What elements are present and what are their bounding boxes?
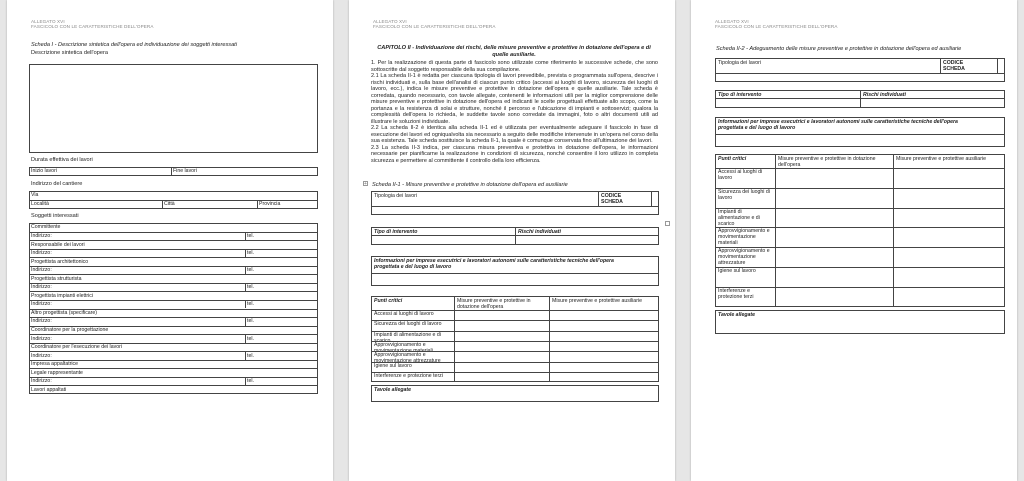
citta-label: Città [164,201,175,207]
capitolo-title-line-2: quelle ausiliarie. [492,51,536,58]
tavole-allegate-label: Tavole allegate [374,387,412,394]
punto-critico-row: Interferenze e protezione terzi [718,287,754,300]
fine-label: Fine lavori [173,168,197,174]
scheda-2-2-title: Scheda II-2 - Adeguamento delle misure preventive e protettive in dotazione dell'opera ed ausiliarie [716,46,962,52]
header-line-1: ALLEGATO XVI [31,19,65,24]
role-label: Responsabile dei lavori [31,241,85,248]
tel-label: tel. [247,378,254,385]
informazioni-line-2: progettata e del luogo di lavoro [374,264,452,270]
codice-scheda-label [601,193,623,205]
punto-critico-row: Approvvigionamento e movimentazione materiali [718,228,770,247]
punto-critico-row: Sicurezza dei luoghi di lavoro [718,188,770,201]
tel-label: tel. [247,250,254,257]
indirizzo-cantiere-label: Indirizzo del cantiere [31,181,83,187]
tel-label: tel. [247,301,254,308]
codice-line-1: CODICE [943,60,964,66]
indirizzo-label: Indirizzo: [31,301,52,308]
indirizzo-label: Indirizzo: [31,284,52,291]
indirizzo-label: Indirizzo: [31,352,52,359]
capitolo-text [371,60,658,164]
capitolo-title [371,45,657,58]
indirizzo-label: Indirizzo: [31,232,52,239]
codice-line-2: SCHEDA [943,66,965,72]
capitolo-title-line-1: CAPITOLO II - Individuazione dei rischi, delle misure preventive e protettive in dotazione dell'opera e di [377,45,651,51]
punto-critico-row: Impianti di alimentazione e di scarico [718,208,760,227]
tipologia-label: Tipologia dei lavori [718,60,762,66]
header-line-1: ALLEGATO XVI [715,19,749,24]
table-move-handle[interactable]: + [364,181,367,187]
role-label: Progettista strutturista [31,275,82,282]
informazioni-line-2: progettata e del luogo di lavoro [718,125,796,131]
scheda-1-title: Scheda I - Descrizione sintetica dell'opera ed individuazione dei soggetti interessati [31,42,237,48]
indirizzo-label: Indirizzo: [31,267,52,274]
scheda-2-1-title: Scheda II-1 - Misure preventive e protettive in dotazione dell'opera ed ausiliarie [372,182,568,188]
header-line-2: FASCICOLO CON LE CARATTERISTICHE DELL'OPERA [715,24,838,30]
tel-label: tel. [247,284,254,291]
punti-critici-header: Punti critici [374,297,403,304]
informazioni-label [718,119,1002,131]
tavole-allegate-block [715,310,1005,334]
informazioni-line-1: Informazioni per imprese esecutrici e lavoratori autonomi sulle caratteristiche tecniche dell'opera [374,258,614,264]
tipologia-label: Tipologia dei lavori [374,193,418,199]
tavole-allegate-block [371,385,659,402]
punto-critico-row: Accessi ai luoghi di lavoro [718,169,763,181]
localita-label: Località [31,201,49,207]
tipo-intervento-label: Tipo di intervento [374,228,418,235]
punti-critici-header: Punti critici [718,155,747,162]
role-label: Progettista impianti elettrici [31,292,93,299]
legale-label: Legale rappresentante [31,369,83,376]
punto-critico-row: Igiene sul lavoro [718,268,756,274]
document-page-3 [691,0,1017,481]
codice-line-2: SCHEDA [601,199,623,205]
tavole-allegate-label: Tavole allegate [718,311,756,318]
durata-label: Durata effettiva dei lavori [31,157,93,163]
misure-dotazione-header: Misure preventive e protettive in dotazione dell'opera [778,155,876,168]
page-header [31,19,154,30]
role-label: Altro progettista (specificare) [31,309,98,316]
inizio-label: Inizio lavori [31,168,57,174]
provincia-label: Provincia [259,201,281,207]
header-line-2: FASCICOLO CON LE CARATTERISTICHE DELL'OPERA [373,24,496,30]
role-label: Coordinatore per la progettazione [31,327,109,333]
punto-critico-row: Igiene sul lavoro [374,362,412,369]
tel-label: tel. [247,335,254,342]
misure-ausiliarie-header: Misure preventive e protettive ausiliarie [896,155,986,162]
role-label: Progettista architettonico [31,258,89,265]
indirizzo-label: Indirizzo: [31,378,52,385]
document-page-1 [7,0,333,481]
tipo-intervento-label: Tipo di intervento [718,91,762,98]
indirizzo-label: Indirizzo: [31,250,52,257]
tel-label: tel. [247,232,254,239]
punto-critico-row: Approvvigionamento e movimentazione materiali [374,341,433,354]
punto-critico-row: Sicurezza dei luoghi di lavoro [374,321,442,328]
punto-critico-row: Approvvigionamento e movimentazione attrezzature [374,352,441,365]
punto-critico-row: Impianti di alimentazione e di scarico [374,331,441,344]
rischi-label: Rischi individuati [863,91,906,98]
tel-label: tel. [247,267,254,274]
paragraph-1: 1. Per la realizzazione di questa parte di fascicolo sono utilizzate come riferimento le successive schede, che sono sottoscritte dal soggetto responsabile della sua compilazione. [371,60,658,73]
descr-label: Descrizione sintetica dell'opera [31,50,108,56]
impresa-label: Impresa appaltatrice [31,361,78,368]
table-resize-handle[interactable] [665,221,670,226]
punto-critico-row: Interferenze e protezione terzi [374,372,443,379]
paragraph-2-2: 2.2 La scheda II-2 è identica alla scheda II-1 ed è utilizzata per eventualmente adeguare il fascicolo in fase di esecuzione dei lavori ed ogniqualvolta sia necessario a seguito delle modifiche intervenute in un'opera nel corso della sua esistenza. Tale scheda sostituisce la scheda II-1, la quale è comunque conservata fino all'ultimazione dei lavori. [371,125,658,144]
informazioni-line-1: Informazioni per imprese esecutrici e lavoratori autonomi sulle caratteristiche tecniche dell'opera [718,119,958,125]
indirizzo-label: Indirizzo: [31,318,52,325]
paragraph-2-1: 2.1 La scheda II-1 è redatta per ciascuna tipologia di lavori prevedibile, prevista o programmata sull'opera, descrive i rischi individuati e, sulla base dell'analisi di ciascun punto critico (accessi ai luoghi di lavoro, sicurezza dei luoghi di lavoro, ecc.), indica le misure preventive e protettive in dotazione dell'opera e quelle ausiliarie. Tale scheda è corredata, quando necessario, con tavole allegate, contenenti le informazioni utili per la miglior comprensione delle misure preventive e protettive in dotazione dell'opera ed indicanti le scelte progettuali effettuate allo scopo, come la portanza e la resistenza di solai e strutture, nonché il percorso e l'ubicazione di impianti e sottoservizi; qualora la complessità dell'opera lo richieda, le suddette tavole sono corredate da immagini, foto o altri documenti utili ad illustrare le soluzioni individuate. [371,73,658,125]
punto-critico-row: Approvvigionamento e movimentazione attrezzature [718,248,770,267]
page-header [715,19,838,30]
via-label: Via [31,192,39,198]
misure-dotazione-header: Misure preventive e protettive in dotazione dell'opera [457,297,531,310]
role-label: Coordinatore per l'esecuzione dei lavori [31,344,122,351]
description-box[interactable] [29,64,318,153]
header-line-2: FASCICOLO CON LE CARATTERISTICHE DELL'OPERA [31,24,154,30]
rischi-label: Rischi individuati [518,228,561,235]
indirizzo-label: Indirizzo: [31,335,52,342]
codice-scheda-label [943,60,965,72]
codice-line-1: CODICE [601,193,622,199]
page-header [373,19,496,30]
informazioni-label [374,258,656,270]
role-label: Committente [31,224,61,231]
soggetti-label: Soggetti interessati [31,213,79,219]
paragraph-2-3: 2.3 La scheda II-3 indica, per ciascuna misura preventiva e protettiva in dotazione dell'opera, le informazioni necessarie per pianificarne la realizzazione in condizioni di sicurezza, nonché consentire il loro utilizzo in completa sicurezza e permettere al committente il controllo della loro efficienza. [371,144,658,164]
document-page-2 [349,0,675,481]
punto-critico-row: Accessi ai luoghi di lavoro [374,311,434,317]
misure-ausiliarie-header: Misure preventive e protettive ausiliarie [552,297,642,304]
header-line-1: ALLEGATO XVI [373,19,407,24]
tel-label: tel. [247,352,254,359]
lavori-appaltati-label: Lavori appaltati [31,386,67,393]
tel-label: tel. [247,318,254,325]
